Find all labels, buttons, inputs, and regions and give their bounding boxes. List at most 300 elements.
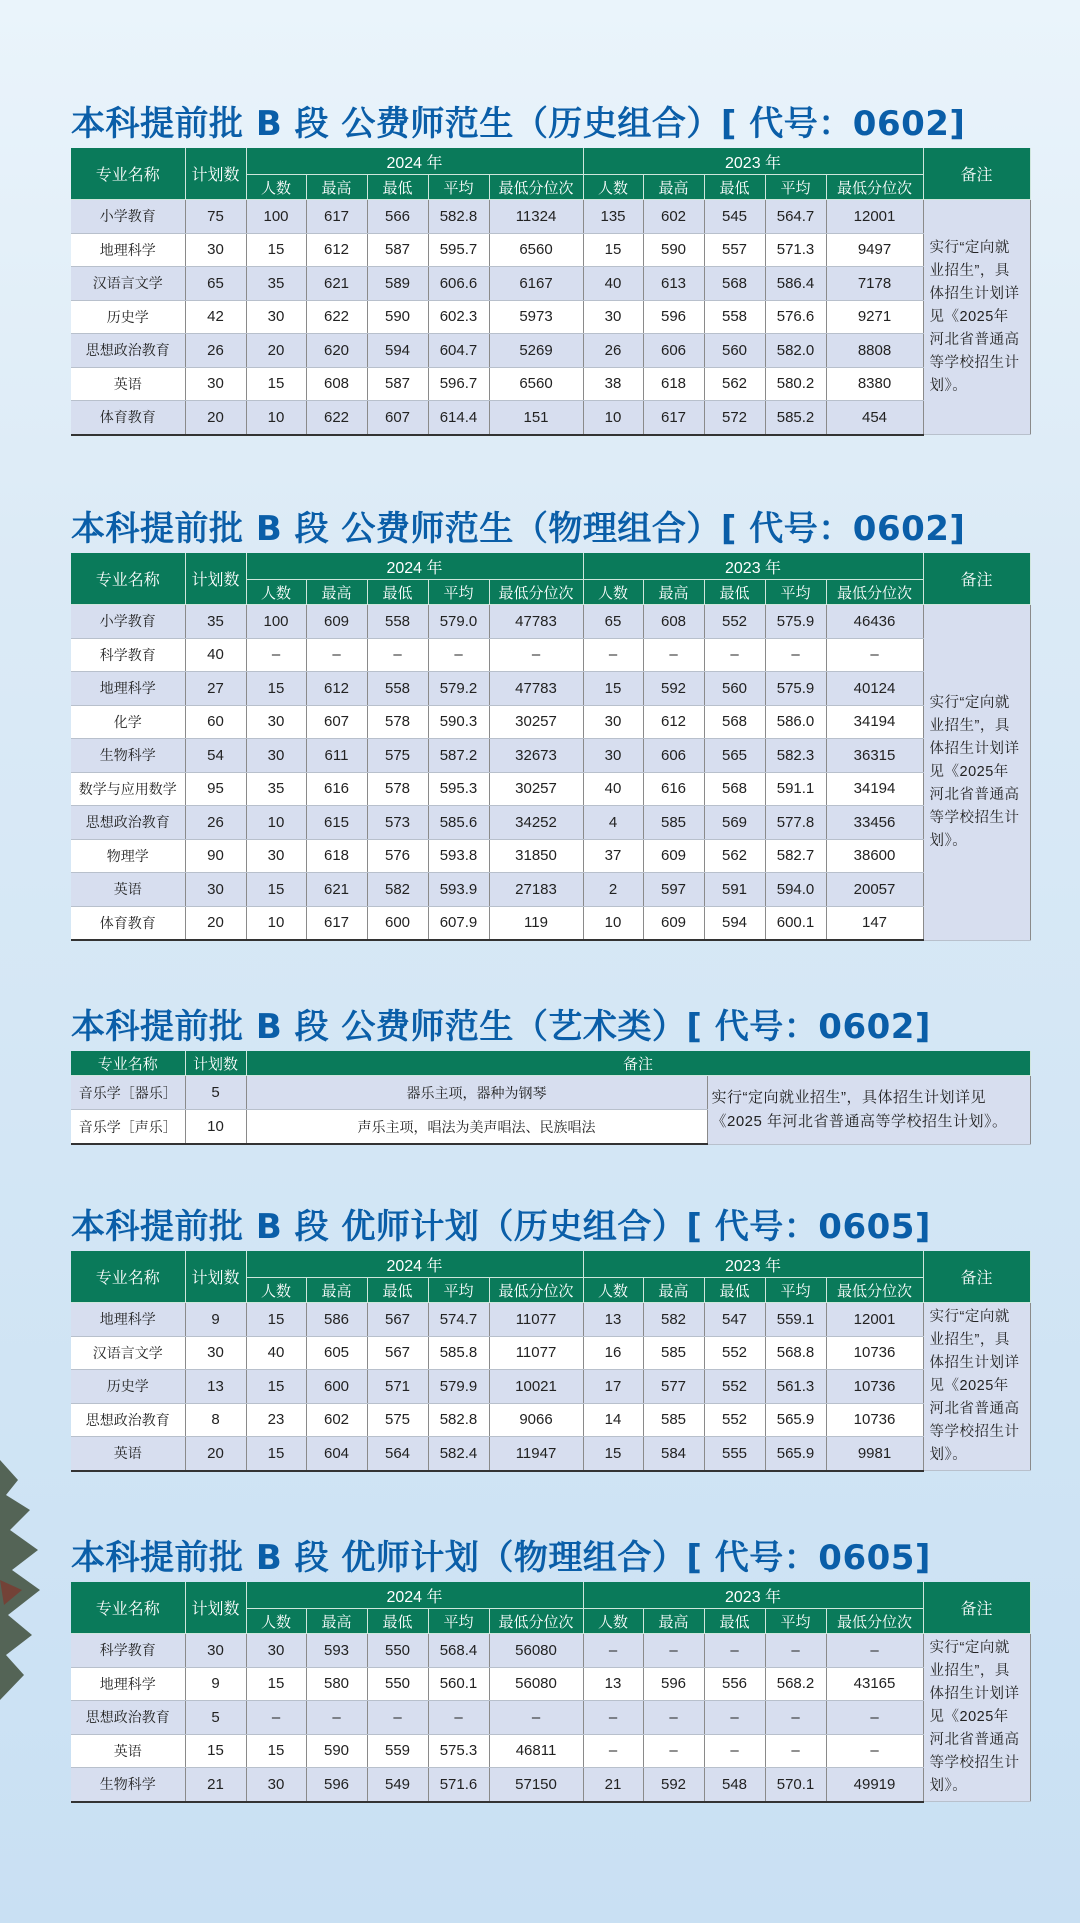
count-2023-cell: 21 [583, 1768, 643, 1802]
min-2024-cell: 589 [367, 267, 428, 301]
avg-2023-cell: – [765, 638, 826, 672]
min-2024-cell: – [367, 638, 428, 672]
count-2023-cell: 40 [583, 772, 643, 806]
plan-cell: 20 [185, 906, 246, 940]
table-row [71, 300, 1030, 334]
remark-cell: 器乐主项，器种为钢琴 [246, 1076, 707, 1110]
admission-table [71, 1582, 1031, 1803]
major-cell: 生物科学 [71, 739, 185, 773]
plan-cell: 5 [185, 1076, 246, 1110]
header-note: 备注 [246, 1051, 1030, 1076]
header-plan: 计划数 [185, 553, 246, 605]
table-row [71, 1336, 1030, 1370]
plan-cell: 30 [185, 1336, 246, 1370]
min-2024-cell: 549 [367, 1768, 428, 1802]
header-major: 专业名称 [71, 1051, 185, 1076]
major-cell: 物理学 [71, 839, 185, 873]
min-rank-2023-cell: 9497 [826, 233, 923, 267]
min-2023-cell: 569 [704, 806, 765, 840]
min-2024-cell: 567 [367, 1336, 428, 1370]
min-rank-2023-cell: 9271 [826, 300, 923, 334]
major-cell: 英语 [71, 367, 185, 401]
min-rank-2024-cell: 27183 [489, 873, 583, 907]
table-row [71, 1734, 1030, 1768]
min-2023-cell: 562 [704, 839, 765, 873]
header-note: 备注 [923, 553, 1030, 605]
min-2023-cell: – [704, 1634, 765, 1668]
count-2023-cell: 13 [583, 1667, 643, 1701]
max-2024-cell: 596 [306, 1768, 367, 1802]
max-2024-cell: 604 [306, 1437, 367, 1471]
min-rank-2023-cell: 20057 [826, 873, 923, 907]
count-2023-cell: 65 [583, 605, 643, 639]
min-rank-2024-cell: 47783 [489, 672, 583, 706]
note-cell: 实行“定向就业招生”，具体招生计划详 见《2025年河北省普通高等学校招生计划》。 [923, 1303, 1030, 1471]
min-rank-2023-cell: – [826, 1701, 923, 1735]
avg-2023-cell: 575.9 [765, 605, 826, 639]
table-row [71, 605, 1030, 639]
note-cell: 实行“定向就业招生”，具体招生计划详见《2025 年河北省普通高等学校招生计划》。 [707, 1076, 1030, 1145]
min-2024-cell: 550 [367, 1667, 428, 1701]
header-max: 最高 [306, 1609, 367, 1634]
table-row [71, 1634, 1030, 1668]
header-year-2024: 2024 年 [246, 1251, 583, 1278]
count-2024-cell: 30 [246, 705, 306, 739]
header-min: 最低 [704, 580, 765, 605]
count-2024-cell: 20 [246, 334, 306, 368]
table-row [71, 334, 1030, 368]
header-note: 备注 [923, 1582, 1030, 1634]
min-rank-2024-cell: 6560 [489, 367, 583, 401]
count-2024-cell: 15 [246, 1734, 306, 1768]
table-row [71, 1768, 1030, 1802]
max-2024-cell: 621 [306, 873, 367, 907]
plan-cell: 30 [185, 233, 246, 267]
table-row [71, 1701, 1030, 1735]
header-max: 最高 [643, 1278, 704, 1303]
avg-2023-cell: 568.8 [765, 1336, 826, 1370]
plan-cell: 21 [185, 1768, 246, 1802]
avg-2024-cell: 579.9 [428, 1370, 489, 1404]
header-year-2024: 2024 年 [246, 1582, 583, 1609]
max-2024-cell: 622 [306, 401, 367, 435]
avg-2023-cell: – [765, 1734, 826, 1768]
major-cell: 历史学 [71, 300, 185, 334]
count-2023-cell: – [583, 1701, 643, 1735]
max-2023-cell: 592 [643, 1768, 704, 1802]
avg-2024-cell: 575.3 [428, 1734, 489, 1768]
max-2023-cell: 617 [643, 401, 704, 435]
min-rank-2023-cell: 9981 [826, 1437, 923, 1471]
min-2023-cell: 555 [704, 1437, 765, 1471]
major-cell: 地理科学 [71, 672, 185, 706]
plan-cell: 26 [185, 806, 246, 840]
min-2023-cell: 545 [704, 200, 765, 234]
min-2024-cell: 567 [367, 1303, 428, 1337]
min-2023-cell: 556 [704, 1667, 765, 1701]
avg-2024-cell: 595.7 [428, 233, 489, 267]
table-row [71, 1667, 1030, 1701]
major-cell: 思想政治教育 [71, 1701, 185, 1735]
min-2024-cell: 575 [367, 739, 428, 773]
major-cell: 音乐学［声乐］ [71, 1110, 185, 1145]
plan-cell: 20 [185, 401, 246, 435]
min-rank-2023-cell: – [826, 1734, 923, 1768]
avg-2024-cell: 560.1 [428, 1667, 489, 1701]
header-min-rank: 最低分位次 [826, 175, 923, 200]
avg-2023-cell: 565.9 [765, 1437, 826, 1471]
min-rank-2024-cell: 151 [489, 401, 583, 435]
admission-table [71, 1251, 1031, 1472]
section-title: 本科提前批 B 段 优师计划（物理组合）[ 代号：0605] [71, 1538, 931, 1578]
min-2023-cell: 547 [704, 1303, 765, 1337]
max-2024-cell: 621 [306, 267, 367, 301]
header-min-rank: 最低分位次 [826, 580, 923, 605]
header-major: 专业名称 [71, 553, 185, 605]
min-2023-cell: 552 [704, 605, 765, 639]
header-min: 最低 [704, 1278, 765, 1303]
count-2024-cell: 10 [246, 806, 306, 840]
major-cell: 英语 [71, 1437, 185, 1471]
header-avg: 平均 [765, 175, 826, 200]
count-2024-cell: 15 [246, 233, 306, 267]
avg-2023-cell: 586.0 [765, 705, 826, 739]
avg-2024-cell: 590.3 [428, 705, 489, 739]
min-2024-cell: 590 [367, 300, 428, 334]
max-2024-cell: 612 [306, 672, 367, 706]
plan-cell: 15 [185, 1734, 246, 1768]
min-rank-2023-cell: – [826, 638, 923, 672]
min-2024-cell: 587 [367, 367, 428, 401]
avg-2023-cell: – [765, 1701, 826, 1735]
avg-2024-cell: 604.7 [428, 334, 489, 368]
min-2023-cell: – [704, 1701, 765, 1735]
max-2023-cell: 606 [643, 334, 704, 368]
max-2023-cell: 597 [643, 873, 704, 907]
header-plan: 计划数 [185, 1251, 246, 1303]
major-cell: 小学教育 [71, 605, 185, 639]
avg-2024-cell: 587.2 [428, 739, 489, 773]
max-2023-cell: 609 [643, 906, 704, 940]
header-min: 最低 [367, 1278, 428, 1303]
min-rank-2023-cell: 10736 [826, 1403, 923, 1437]
art-table [71, 1051, 1031, 1145]
min-rank-2024-cell: 119 [489, 906, 583, 940]
max-2024-cell: 617 [306, 200, 367, 234]
header-count: 人数 [246, 580, 306, 605]
plan-cell: 60 [185, 705, 246, 739]
avg-2024-cell: – [428, 638, 489, 672]
header-max: 最高 [643, 175, 704, 200]
tree-decoration [0, 1440, 60, 1740]
max-2023-cell: 606 [643, 739, 704, 773]
plan-cell: 30 [185, 873, 246, 907]
avg-2024-cell: 574.7 [428, 1303, 489, 1337]
note-cell: 实行“定向就业招生”，具体招生计划详 见《2025年河北省普通高等学校招生计划》。 [923, 200, 1030, 435]
count-2023-cell: 40 [583, 267, 643, 301]
min-2024-cell: 558 [367, 605, 428, 639]
max-2024-cell: 611 [306, 739, 367, 773]
header-min: 最低 [704, 1609, 765, 1634]
plan-cell: 90 [185, 839, 246, 873]
header-year-2023: 2023 年 [583, 148, 923, 175]
min-rank-2023-cell: 10736 [826, 1370, 923, 1404]
min-2024-cell: 578 [367, 772, 428, 806]
major-cell: 生物科学 [71, 1768, 185, 1802]
min-rank-2024-cell: 30257 [489, 772, 583, 806]
header-min: 最低 [367, 175, 428, 200]
max-2024-cell: 618 [306, 839, 367, 873]
max-2023-cell: 616 [643, 772, 704, 806]
min-2023-cell: – [704, 638, 765, 672]
count-2023-cell: 135 [583, 200, 643, 234]
max-2024-cell: 590 [306, 1734, 367, 1768]
count-2024-cell: 35 [246, 267, 306, 301]
max-2024-cell: – [306, 1701, 367, 1735]
avg-2023-cell: 576.6 [765, 300, 826, 334]
min-rank-2023-cell: 8808 [826, 334, 923, 368]
min-rank-2023-cell: – [826, 1634, 923, 1668]
min-rank-2024-cell: 10021 [489, 1370, 583, 1404]
count-2023-cell: – [583, 1634, 643, 1668]
min-rank-2023-cell: 40124 [826, 672, 923, 706]
header-max: 最高 [306, 175, 367, 200]
min-rank-2024-cell: 46811 [489, 1734, 583, 1768]
header-count: 人数 [246, 175, 306, 200]
count-2024-cell: 15 [246, 1667, 306, 1701]
min-rank-2024-cell: 11077 [489, 1336, 583, 1370]
max-2024-cell: 616 [306, 772, 367, 806]
count-2023-cell: 14 [583, 1403, 643, 1437]
plan-cell: 26 [185, 334, 246, 368]
min-2024-cell: 594 [367, 334, 428, 368]
plan-cell: 54 [185, 739, 246, 773]
plan-cell: 40 [185, 638, 246, 672]
min-2023-cell: – [704, 1734, 765, 1768]
plan-cell: 35 [185, 605, 246, 639]
count-2024-cell: 40 [246, 1336, 306, 1370]
min-rank-2023-cell: 8380 [826, 367, 923, 401]
header-max: 最高 [306, 1278, 367, 1303]
max-2024-cell: 593 [306, 1634, 367, 1668]
max-2023-cell: 596 [643, 1667, 704, 1701]
count-2023-cell: 16 [583, 1336, 643, 1370]
header-note: 备注 [923, 1251, 1030, 1303]
major-cell: 思想政治教育 [71, 806, 185, 840]
max-2024-cell: 580 [306, 1667, 367, 1701]
header-major: 专业名称 [71, 1251, 185, 1303]
avg-2023-cell: 570.1 [765, 1768, 826, 1802]
header-min: 最低 [367, 580, 428, 605]
major-cell: 英语 [71, 873, 185, 907]
min-2024-cell: 600 [367, 906, 428, 940]
max-2023-cell: 585 [643, 806, 704, 840]
count-2024-cell: 30 [246, 1768, 306, 1802]
table-row [71, 638, 1030, 672]
header-year-2023: 2023 年 [583, 1251, 923, 1278]
max-2024-cell: 602 [306, 1403, 367, 1437]
plan-cell: 27 [185, 672, 246, 706]
min-2023-cell: 591 [704, 873, 765, 907]
header-avg: 平均 [428, 1609, 489, 1634]
avg-2024-cell: 607.9 [428, 906, 489, 940]
major-cell: 小学教育 [71, 200, 185, 234]
avg-2024-cell: 596.7 [428, 367, 489, 401]
min-2024-cell: 575 [367, 1403, 428, 1437]
major-cell: 科学教育 [71, 1634, 185, 1668]
count-2024-cell: 10 [246, 906, 306, 940]
min-2023-cell: 557 [704, 233, 765, 267]
count-2024-cell: 15 [246, 367, 306, 401]
major-cell: 化学 [71, 705, 185, 739]
table-row [71, 906, 1030, 940]
max-2024-cell: 586 [306, 1303, 367, 1337]
min-2024-cell: 566 [367, 200, 428, 234]
table-row [71, 739, 1030, 773]
max-2023-cell: 608 [643, 605, 704, 639]
major-cell: 地理科学 [71, 233, 185, 267]
plan-cell: 8 [185, 1403, 246, 1437]
max-2023-cell: 612 [643, 705, 704, 739]
header-year-2023: 2023 年 [583, 1582, 923, 1609]
max-2023-cell: – [643, 1734, 704, 1768]
avg-2023-cell: 559.1 [765, 1303, 826, 1337]
header-count: 人数 [246, 1609, 306, 1634]
max-2024-cell: – [306, 638, 367, 672]
table-row [71, 806, 1030, 840]
max-2024-cell: 605 [306, 1336, 367, 1370]
header-min: 最低 [367, 1609, 428, 1634]
major-cell: 数学与应用数学 [71, 772, 185, 806]
plan-cell: 13 [185, 1370, 246, 1404]
header-count: 人数 [583, 175, 643, 200]
header-avg: 平均 [765, 1278, 826, 1303]
avg-2023-cell: 577.8 [765, 806, 826, 840]
header-plan: 计划数 [185, 148, 246, 200]
table-row [71, 233, 1030, 267]
count-2023-cell: – [583, 1734, 643, 1768]
max-2024-cell: 608 [306, 367, 367, 401]
min-rank-2024-cell: 56080 [489, 1667, 583, 1701]
avg-2023-cell: 600.1 [765, 906, 826, 940]
max-2023-cell: 577 [643, 1370, 704, 1404]
min-rank-2024-cell: 34252 [489, 806, 583, 840]
count-2023-cell: 17 [583, 1370, 643, 1404]
header-avg: 平均 [765, 580, 826, 605]
major-cell: 历史学 [71, 1370, 185, 1404]
max-2024-cell: 612 [306, 233, 367, 267]
major-cell: 地理科学 [71, 1667, 185, 1701]
header-plan: 计划数 [185, 1582, 246, 1634]
header-min-rank: 最低分位次 [489, 1609, 583, 1634]
max-2024-cell: 609 [306, 605, 367, 639]
plan-cell: 20 [185, 1437, 246, 1471]
header-count: 人数 [583, 580, 643, 605]
avg-2023-cell: – [765, 1634, 826, 1668]
count-2024-cell: 15 [246, 1437, 306, 1471]
header-min-rank: 最低分位次 [489, 580, 583, 605]
count-2023-cell: – [583, 638, 643, 672]
min-2023-cell: 572 [704, 401, 765, 435]
min-rank-2024-cell: 11324 [489, 200, 583, 234]
max-2024-cell: 620 [306, 334, 367, 368]
avg-2023-cell: 591.1 [765, 772, 826, 806]
min-rank-2024-cell: 11077 [489, 1303, 583, 1337]
plan-cell: 5 [185, 1701, 246, 1735]
avg-2024-cell: – [428, 1701, 489, 1735]
max-2023-cell: 602 [643, 200, 704, 234]
count-2023-cell: 15 [583, 672, 643, 706]
count-2024-cell: 23 [246, 1403, 306, 1437]
max-2023-cell: – [643, 1701, 704, 1735]
avg-2024-cell: 582.8 [428, 1403, 489, 1437]
max-2023-cell: 609 [643, 839, 704, 873]
major-cell: 汉语言文学 [71, 267, 185, 301]
min-rank-2024-cell: 6167 [489, 267, 583, 301]
section-art-public [71, 1003, 1030, 1145]
min-rank-2024-cell: 57150 [489, 1768, 583, 1802]
table-row [71, 200, 1030, 234]
min-rank-2023-cell: 7178 [826, 267, 923, 301]
min-2023-cell: 568 [704, 705, 765, 739]
count-2023-cell: 13 [583, 1303, 643, 1337]
header-plan: 计划数 [185, 1051, 246, 1076]
major-cell: 体育教育 [71, 401, 185, 435]
table-row [71, 1370, 1030, 1404]
header-avg: 平均 [428, 580, 489, 605]
avg-2023-cell: 582.7 [765, 839, 826, 873]
major-cell: 英语 [71, 1734, 185, 1768]
avg-2024-cell: 593.9 [428, 873, 489, 907]
min-rank-2024-cell: 6560 [489, 233, 583, 267]
plan-cell: 42 [185, 300, 246, 334]
remark-cell: 声乐主项，唱法为美声唱法、民族唱法 [246, 1110, 707, 1145]
plan-cell: 75 [185, 200, 246, 234]
min-2024-cell: 559 [367, 1734, 428, 1768]
header-avg: 平均 [765, 1609, 826, 1634]
plan-cell: 10 [185, 1110, 246, 1145]
count-2023-cell: 30 [583, 300, 643, 334]
min-2024-cell: – [367, 1701, 428, 1735]
header-note: 备注 [923, 148, 1030, 200]
min-rank-2024-cell: 9066 [489, 1403, 583, 1437]
count-2024-cell: 10 [246, 401, 306, 435]
table-row [71, 1437, 1030, 1471]
min-rank-2023-cell: 33456 [826, 806, 923, 840]
admission-table [71, 553, 1031, 941]
min-2023-cell: 552 [704, 1336, 765, 1370]
max-2024-cell: 622 [306, 300, 367, 334]
avg-2023-cell: 561.3 [765, 1370, 826, 1404]
max-2023-cell: – [643, 638, 704, 672]
note-cell: 实行“定向就业招生”，具体招生计划详 见《2025年河北省普通高等学校招生计划》。 [923, 605, 1030, 941]
avg-2023-cell: 580.2 [765, 367, 826, 401]
min-2024-cell: 582 [367, 873, 428, 907]
count-2023-cell: 15 [583, 233, 643, 267]
header-count: 人数 [246, 1278, 306, 1303]
section-title: 本科提前批 B 段 优师计划（历史组合）[ 代号：0605] [71, 1207, 931, 1247]
plan-cell: 9 [185, 1303, 246, 1337]
count-2023-cell: 37 [583, 839, 643, 873]
header-avg: 平均 [428, 1278, 489, 1303]
min-rank-2023-cell: 46436 [826, 605, 923, 639]
table-row [71, 367, 1030, 401]
table-row [71, 267, 1030, 301]
min-2023-cell: 565 [704, 739, 765, 773]
count-2023-cell: 38 [583, 367, 643, 401]
avg-2024-cell: 568.4 [428, 1634, 489, 1668]
count-2024-cell: – [246, 638, 306, 672]
